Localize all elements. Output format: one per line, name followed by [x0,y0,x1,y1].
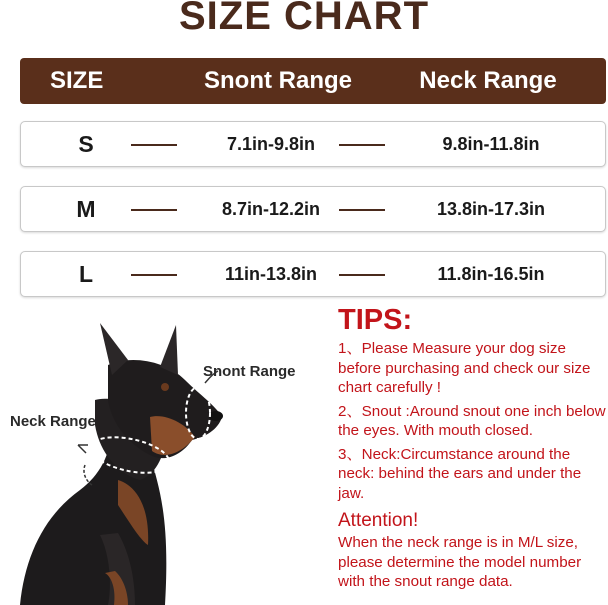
header-neck-range: Neck Range [419,67,557,94]
size-label: S [78,131,94,157]
tip-item: 3、Neck:Circumstance around the neck: behind the ears and under the jaw. [338,445,582,502]
dog-illustration [0,305,330,605]
attention-title: Attention! [338,510,419,531]
neck-range-label: Neck Range [10,413,96,430]
size-label: L [78,261,94,287]
table-row-s [20,121,606,167]
tip-item: 1、Please Measure your dog size before purchasing and check our size chart carefully ! [338,340,591,396]
divider-line [339,209,385,211]
page-title: SIZE CHART [179,0,429,38]
neck-value: 13.8in-17.3in [436,199,546,219]
header-size: SIZE [50,67,104,94]
tip-item: 2、Snout :Around snout one inch below the eyes. With mouth closed. [338,402,606,439]
size-label: M [76,196,96,222]
neck-value: 11.8in-16.5in [437,264,545,284]
table-row-m [20,186,606,232]
header-snout-range: Snont Range [204,67,352,94]
neck-value: 9.8in-11.8in [442,134,540,154]
tips-section [338,303,606,592]
snout-range-label: Snont Range [203,363,296,380]
divider-line [131,209,177,211]
table-header [20,58,606,104]
divider-line [339,144,385,146]
snout-value: 7.1in-9.8in [226,134,316,154]
table-row-l [20,251,606,297]
divider-line [339,274,385,276]
attention-text: When the neck range is in M/L size, please determine the model number with the snout range data. [338,534,582,590]
tips-title: TIPS: [338,304,413,336]
divider-line [131,274,177,276]
divider-line [131,144,177,146]
snout-value: 11in-13.8in [224,264,318,284]
snout-value: 8.7in-12.2in [221,199,321,219]
